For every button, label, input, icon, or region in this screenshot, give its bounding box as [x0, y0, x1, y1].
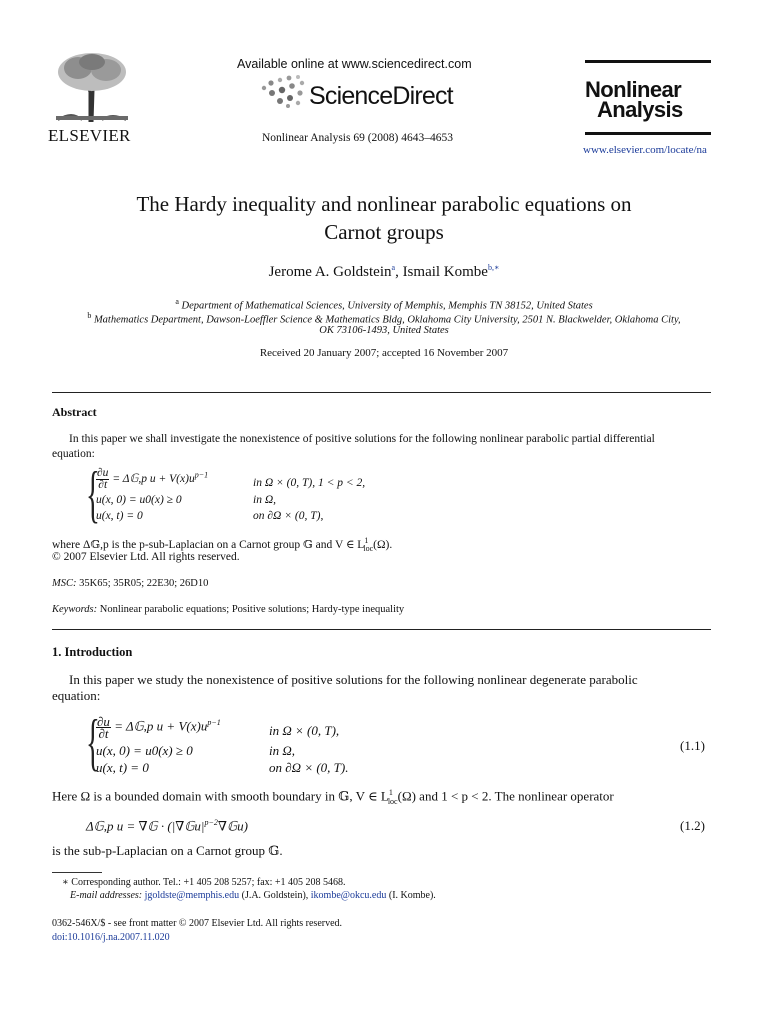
- journal-logo-top-rule: [585, 60, 711, 63]
- elsevier-tree-logo: [52, 50, 132, 125]
- journal-logo-line1: Nonlinear: [585, 77, 682, 102]
- intro-para-line1: In this paper we study the nonexistence of positive solutions for the following nonlinear degenerate parabolic: [69, 672, 638, 687]
- abstract-intro-line2: equation:: [52, 448, 95, 460]
- journal-logo-line2: Analysis: [597, 97, 683, 122]
- email-link-kombe[interactable]: ikombe@okcu.edu: [310, 890, 387, 901]
- abstract-eq-row3-domain: on ∂Ω × (0, T),: [253, 510, 324, 522]
- doi-link[interactable]: doi:10.1016/j.na.2007.11.020: [52, 932, 170, 943]
- affiliation-a-text: Department of Mathematical Sciences, University of Memphis, Memphis TN 38152, United States: [181, 300, 593, 312]
- email-link-goldstein[interactable]: jgoldste@memphis.edu: [144, 890, 240, 901]
- issn-line: 0362-546X/$ - see front matter © 2007 Elsevier Ltd. All rights reserved.: [52, 918, 343, 929]
- abstract-eq-row3: u(x, t) = 0: [96, 510, 143, 522]
- journal-logo-bottom-rule: [585, 132, 711, 135]
- footnote-rule: [52, 872, 102, 873]
- abstract-equation-brace: {: [86, 458, 100, 529]
- sciencedirect-logo-text: ScienceDirect: [309, 82, 453, 110]
- abstract-eq-row1: $\frac{\partial u}{\partial t}$ = Δ𝔾,p $u + V(x)u^{p-1}$: [97, 467, 209, 491]
- keywords-list: Nonlinear parabolic equations; Positive solutions; Hardy-type inequality: [99, 604, 405, 615]
- intro-equation-brace: {: [86, 706, 100, 777]
- msc-line: [52, 578, 208, 589]
- affiliation-a-marker: a: [175, 297, 179, 306]
- footnote-corresponding-author: ∗ Corresponding author. Tel.: +1 405 208 5257; fax: +1 405 208 5468.: [62, 877, 346, 888]
- affiliation-b-text-1: Mathematics Department, Dawson-Loeffler Science & Mathematics Bldg, Oklahoma City University, 2501 N. Blackwelder, Oklahoma City,: [93, 314, 681, 326]
- equation-number-1-1: (1.1): [680, 738, 705, 753]
- affiliation-b-marker: b: [87, 311, 92, 320]
- abstract-eq-fraction: $\frac{\partial u}{\partial t}$: [97, 467, 109, 491]
- section-heading-introduction: 1. Introduction: [52, 645, 133, 659]
- abstract-eq-row1-domain: in Ω × (0, T), 1 < p < 2,: [253, 477, 366, 489]
- author-1: Jerome A. Goldstein: [268, 264, 392, 280]
- intro-eq-row2: u(x, 0) = u0(x) ≥ 0: [96, 743, 193, 758]
- abstract-copyright: © 2007 Elsevier Ltd. All rights reserved.: [52, 551, 240, 563]
- authors-line: Jerome A. Goldstein$^a$, Ismail Kombe$^{b,∗}$: [268, 263, 500, 280]
- intro-sub-laplacian-line: is the sub-p-Laplacian on a Carnot group 𝔾.: [52, 843, 283, 858]
- abstract-heading: Abstract: [52, 405, 97, 419]
- footnote-emails: [70, 890, 436, 901]
- sciencedirect-dots-icon: [258, 74, 308, 108]
- journal-url-link[interactable]: www.elsevier.com/locate/na: [583, 144, 707, 156]
- available-online-text: Available online at www.sciencedirect.com: [237, 57, 472, 71]
- rule-below-abstract: [52, 629, 711, 630]
- intro-para-line2: equation:: [52, 688, 101, 703]
- intro-here-line: Here Ω is a bounded domain with smooth boundary in 𝔾, V ∈ $L^1_{loc}(\Omega)$ and 1 < p < 2. The nonlinear operator: [52, 788, 614, 806]
- intro-eq-row1: $\frac{\partial u}{\partial t}$ = Δ𝔾,p $u + V(x)u^{p-1}$: [97, 714, 221, 741]
- intro-eq-fraction: $\frac{\partial u}{\partial t}$: [97, 714, 110, 741]
- abstract-where-line: where Δ𝔾,p is the p-sub-Laplacian on a Carnot group 𝔾 and V ∈ $L^1_{loc}(\Omega)$.: [52, 536, 393, 554]
- author-1-affiliation-link[interactable]: a: [391, 263, 396, 272]
- equation-number-1-2: (1.2): [680, 818, 705, 833]
- paper-title-line2: Carnot groups: [324, 220, 444, 244]
- paper-title-line1: The Hardy inequality and nonlinear parabolic equations on: [136, 192, 632, 216]
- msc-codes: 35K65; 35R05; 22E30; 26D10: [79, 578, 209, 589]
- affiliation-b-line1: [0, 311, 768, 326]
- affiliation-b-line2: OK 73106-1493, United States: [319, 325, 449, 336]
- publisher-name: ELSEVIER: [48, 126, 131, 145]
- author-2-affiliation-link[interactable]: b,∗: [487, 263, 500, 272]
- intro-eq-row2-domain: in Ω,: [269, 743, 296, 758]
- msc-label: MSC:: [52, 578, 77, 589]
- intro-eq-row3: u(x, t) = 0: [96, 760, 149, 775]
- rule-above-abstract: [52, 392, 711, 393]
- intro-eq-row3-domain: on ∂Ω × (0, T).: [269, 760, 349, 775]
- affiliation-a: [0, 297, 768, 312]
- email-name-goldstein: (J.A. Goldstein),: [241, 890, 309, 901]
- email-label: E-mail addresses:: [70, 890, 143, 901]
- intro-eq-1-2: Δ𝔾,p u = ∇𝔾 · $(|\nabla 𝔾u|^{p-2}\nabla 𝔾u)$: [86, 818, 248, 834]
- keywords-line: [52, 604, 404, 615]
- journal-citation: Nonlinear Analysis 69 (2008) 4643–4653: [262, 132, 454, 144]
- intro-eq-row1-domain: in Ω × (0, T),: [269, 723, 340, 738]
- email-name-kombe: (I. Kombe).: [388, 890, 436, 901]
- abstract-eq-row2-domain: in Ω,: [253, 494, 277, 506]
- author-2: Ismail Kombe: [402, 264, 488, 280]
- received-dates: Received 20 January 2007; accepted 16 November 2007: [259, 347, 509, 359]
- abstract-intro-line1: In this paper we shall investigate the nonexistence of positive solutions for the following nonlinear parabolic partial differential: [69, 433, 655, 445]
- keywords-label: Keywords:: [52, 604, 98, 615]
- abstract-eq-row2: u(x, 0) = u0(x) ≥ 0: [96, 494, 182, 506]
